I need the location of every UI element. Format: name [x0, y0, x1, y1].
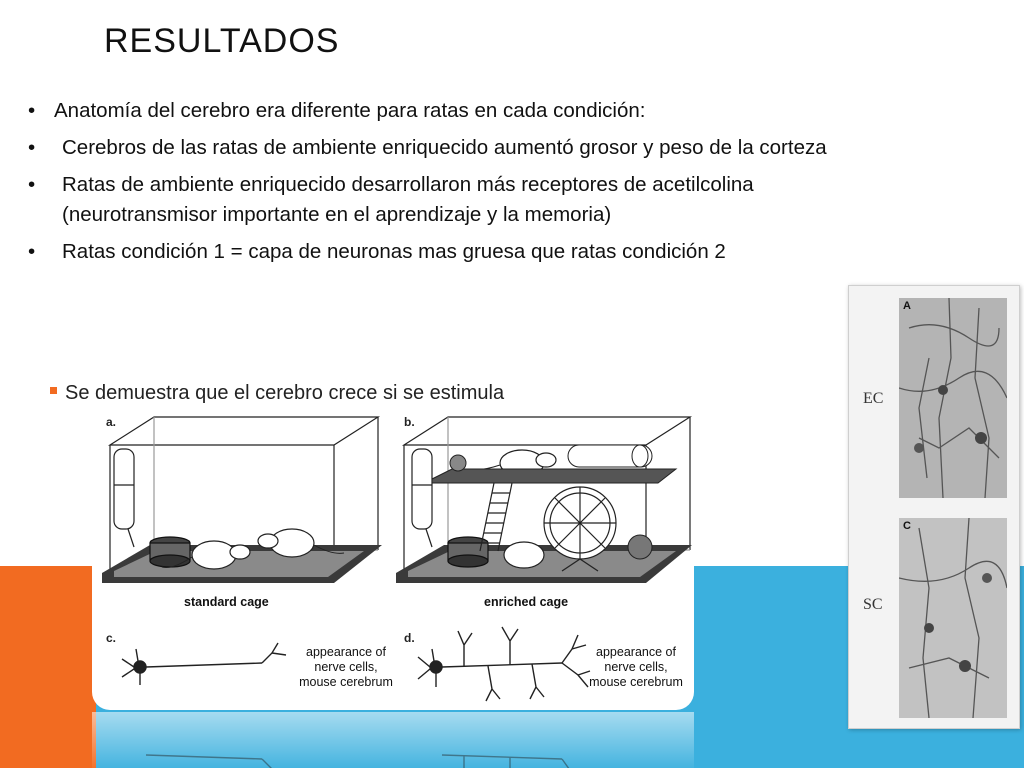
bullet-marker: • — [28, 99, 36, 122]
caption-line: appearance of — [306, 645, 386, 659]
neuron-texture — [899, 298, 1007, 498]
bullet-item — [28, 96, 838, 126]
panel-a-label: a. — [106, 415, 117, 429]
standard-cage-caption: standard cage — [184, 595, 269, 609]
cage-figure — [92, 405, 694, 710]
micrograph-letter-c: C — [903, 520, 911, 532]
caption-line: nerve cells, — [604, 660, 668, 674]
figure-reflection — [92, 712, 694, 768]
enriched-cage-caption: enriched cage — [484, 595, 569, 609]
slide-title: RESULTADOS — [104, 22, 340, 60]
panel-b-label: b. — [404, 415, 415, 429]
orange-accent-band — [0, 566, 96, 768]
caption-line: nerve cells, — [314, 660, 378, 674]
micrograph-ec-label: EC — [863, 390, 884, 407]
sub-bullet — [50, 382, 504, 405]
panel-c-label: c. — [106, 631, 117, 645]
neuron-texture — [899, 518, 1007, 718]
bullet-text: Ratas de ambiente enriquecido desarrollaron más receptores de acetilcolina (neurotransmisor importante en el aprendizaje y la memoria) — [62, 173, 754, 226]
bullet-marker: • — [28, 173, 36, 196]
micrograph-ec-image — [899, 298, 1007, 498]
bullet-marker: • — [28, 240, 36, 263]
bullet-list — [28, 96, 838, 274]
caption-line: mouse cerebrum — [589, 675, 683, 689]
bullet-item — [28, 170, 838, 230]
bullet-text: Ratas condición 1 = capa de neuronas mas gruesa que ratas condición 2 — [62, 240, 726, 263]
square-bullet-icon — [50, 387, 57, 394]
bullet-item — [28, 133, 838, 163]
micrograph-sc-label: SC — [863, 596, 883, 613]
neuron-caption-enriched — [586, 645, 686, 690]
micrograph-panel — [848, 285, 1020, 729]
neuron-caption-standard — [296, 645, 396, 690]
sub-bullet-text: Se demuestra que el cerebro crece si se estimula — [65, 382, 505, 404]
bullet-marker: • — [28, 136, 36, 159]
micrograph-sc-image — [899, 518, 1007, 718]
caption-line: appearance of — [596, 645, 676, 659]
micrograph-letter-a: A — [903, 300, 911, 312]
caption-line: mouse cerebrum — [299, 675, 393, 689]
bullet-item — [28, 237, 838, 267]
reflection-neurons — [92, 712, 694, 768]
bullet-text: Anatomía del cerebro era diferente para ratas en cada condición: — [54, 99, 646, 122]
panel-d-label: d. — [404, 631, 415, 645]
bullet-text: Cerebros de las ratas de ambiente enriquecido aumentó grosor y peso de la corteza — [62, 136, 827, 159]
